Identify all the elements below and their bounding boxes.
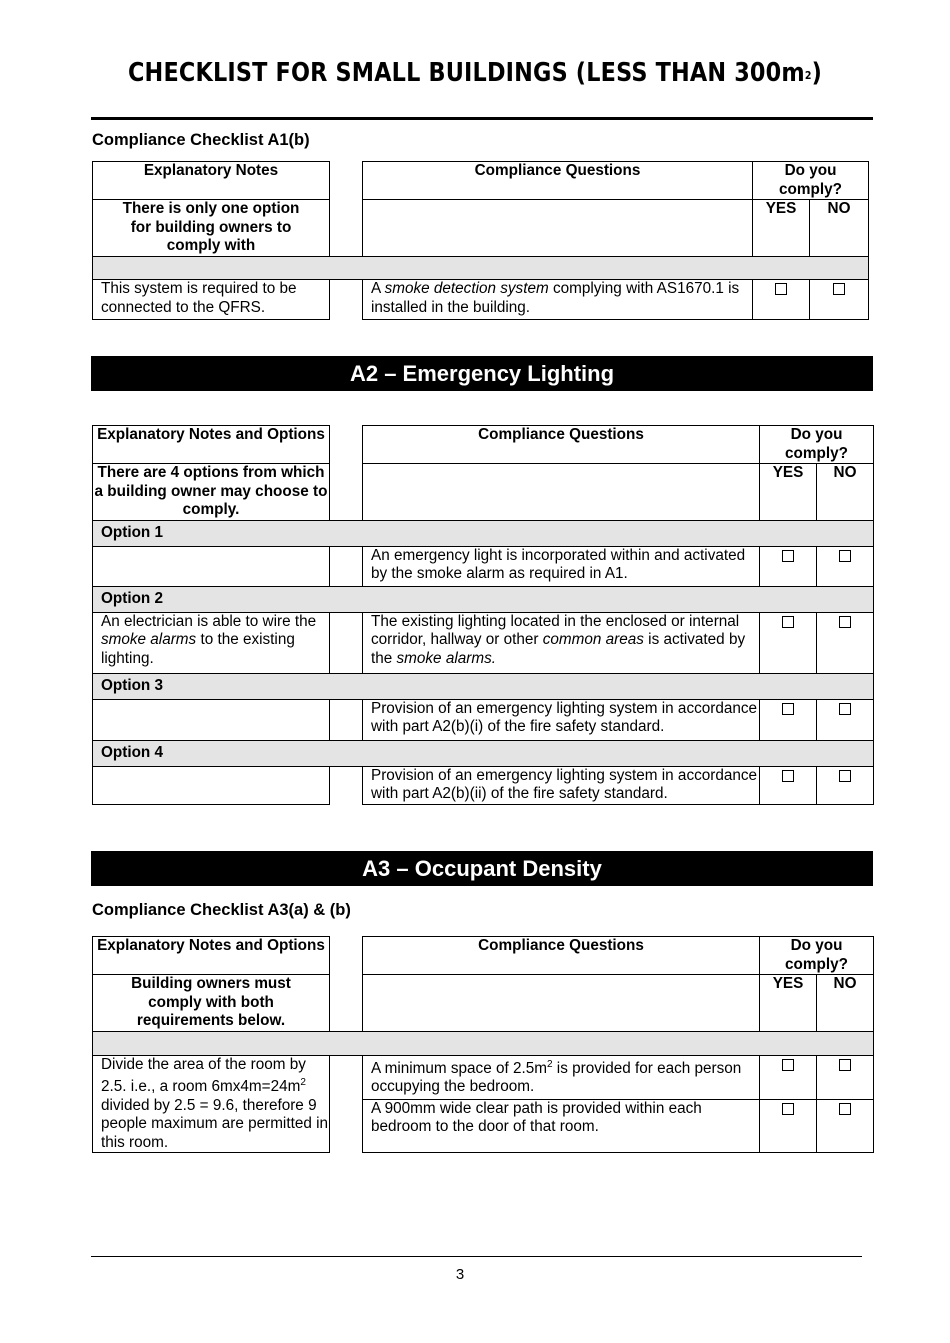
comply-header: Do you comply?: [760, 426, 874, 464]
a3-note: Divide the area of the room by 2.5. i.e., a room $6mx4m=24m^2$ divided by 2.5 = 9.6, therefore 9 people maximum are permitted in this room.: [93, 1055, 330, 1153]
option2-label: Option 2: [93, 586, 874, 612]
no-checkbox[interactable]: [839, 1103, 851, 1115]
option3-label: Option 3: [93, 673, 874, 699]
yes-checkbox[interactable]: [782, 616, 794, 628]
shaded-divider: [93, 257, 869, 280]
yes-checkbox[interactable]: [782, 1059, 794, 1071]
a1-question: A smoke detection system complying with AS1670.1 is installed in the building.: [363, 280, 753, 320]
title-rule: [91, 117, 873, 120]
yes-checkbox[interactable]: [782, 550, 794, 562]
a3-question-1: A minimum space of $2.5m^2$ is provided for each person occupying the bedroom.: [363, 1055, 760, 1099]
option4-label: Option 4: [93, 740, 874, 766]
no-checkbox[interactable]: [839, 550, 851, 562]
shaded-divider: [93, 1031, 874, 1055]
no-header: NO: [817, 975, 874, 1032]
no-checkbox[interactable]: [839, 616, 851, 628]
a3-intro: Building owners must comply with both requirements below.: [93, 975, 330, 1032]
option2-note: An electrician is able to wire the smoke alarms to the existing lighting.: [93, 612, 330, 673]
yes-checkbox[interactable]: [775, 283, 787, 295]
notes-header: Explanatory Notes and Options: [93, 937, 330, 975]
questions-header: Compliance Questions: [363, 937, 760, 975]
yes-header: YES: [760, 464, 817, 521]
yes-header: YES: [753, 200, 810, 257]
option3-question: Provision of an emergency lighting system in accordance with part A2(b)(i) of the fire safety standard.: [363, 699, 760, 740]
questions-header: Compliance Questions: [363, 426, 760, 464]
questions-header: Compliance Questions: [363, 162, 753, 200]
a1-subheading: Compliance Checklist A1(b): [92, 131, 310, 149]
option1-label: Option 1: [93, 520, 874, 546]
a2-checklist-table: [92, 425, 874, 805]
a1-checklist-table: [92, 161, 869, 320]
yes-checkbox[interactable]: [782, 703, 794, 715]
no-checkbox[interactable]: [839, 1059, 851, 1071]
no-header: NO: [810, 200, 869, 257]
a2-intro: There are 4 options from which a building owner may choose to comply.: [93, 464, 330, 521]
no-checkbox[interactable]: [839, 703, 851, 715]
a3-subheading: Compliance Checklist A3(a) & (b): [92, 901, 351, 919]
notes-header: Explanatory Notes and Options: [93, 426, 330, 464]
no-checkbox[interactable]: [833, 283, 845, 295]
no-checkbox[interactable]: [839, 770, 851, 782]
comply-header: Do you comply?: [753, 162, 869, 200]
yes-header: YES: [760, 975, 817, 1032]
a2-banner: A2 – Emergency Lighting: [91, 356, 873, 391]
a1-note: This system is required to be connected to the QFRS.: [93, 280, 330, 320]
a3-question-2: A 900mm wide clear path is provided within each bedroom to the door of that room.: [363, 1099, 760, 1152]
option4-question: Provision of an emergency lighting system in accordance with part A2(b)(ii) of the fire safety standard.: [363, 766, 760, 804]
page-title: CHECKLIST FOR SMALL BUILDINGS (LESS THAN $300m^2$): [127, 58, 823, 88]
yes-checkbox[interactable]: [782, 770, 794, 782]
notes-header: Explanatory Notes: [93, 162, 330, 200]
option2-question: The existing lighting located in the enclosed or internal corridor, hallway or other common areas is activated by the smoke alarms.: [363, 612, 760, 673]
page-number: 3: [455, 1266, 465, 1283]
comply-header: Do you comply?: [760, 937, 874, 975]
a3-checklist-table: [92, 936, 874, 1153]
option1-question: An emergency light is incorporated within and activated by the smoke alarm as required in A1.: [363, 546, 760, 586]
a1-intro: There is only one option for building owners to comply with: [93, 200, 330, 257]
yes-checkbox[interactable]: [782, 1103, 794, 1115]
a3-banner: A3 – Occupant Density: [91, 851, 873, 886]
footer-rule: [91, 1256, 862, 1257]
no-header: NO: [817, 464, 874, 521]
